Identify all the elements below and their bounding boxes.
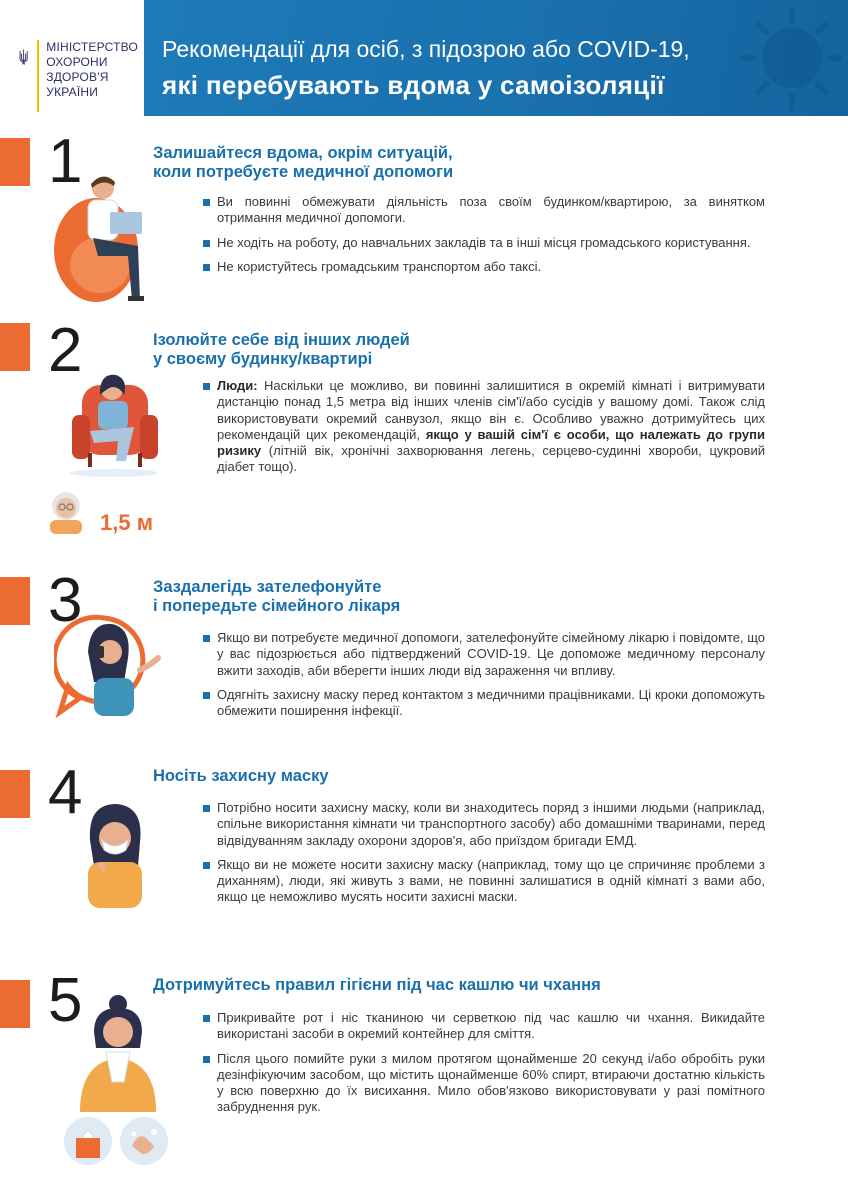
bullet-item: Не ходіть на роботу, до навчальних закладів та в інші місця громадського користування.	[202, 235, 765, 251]
section-marker	[0, 323, 30, 371]
ministry-line: МІНІСТЕРСТВО	[46, 40, 138, 54]
man-with-laptop-illustration	[48, 170, 158, 305]
ministry-line: УКРАЇНИ	[46, 85, 99, 99]
section-title-line: Заздалегідь зателефонуйте	[153, 578, 382, 596]
section-title-line: Носіть захисну маску	[153, 767, 329, 785]
section-title-line: і попередьте сімейного лікаря	[153, 597, 401, 615]
section-marker	[0, 138, 30, 186]
title-banner	[144, 0, 848, 116]
bullet-item: Якщо ви не можете носити захисну маску (наприклад, тому що це спричиняє проблеми з диханням), люди, які живуть з вами, не повинні залишатися в одній кімнаті з вами або, якщо це неможливо мусять носити захисні маски.	[202, 857, 765, 906]
section-number: 4	[48, 758, 83, 827]
section-marker	[0, 577, 30, 625]
bullet-lead: Люди:	[217, 378, 258, 393]
section-number: 5	[48, 966, 83, 1035]
hand-washing-icon	[120, 1116, 168, 1166]
section-title-line: Дотримуйтесь правил гігієни під час кашлю чи чхання	[153, 976, 601, 994]
bullet-item	[202, 378, 765, 476]
section-title-line: Залишайтеся вдома, окрім ситуацій,	[153, 144, 453, 162]
page-subtitle: Рекомендації для осіб, з підозрою або COVID-19,	[162, 36, 690, 62]
woman-in-armchair-illustration	[68, 365, 160, 477]
section-title	[153, 144, 453, 182]
section-bullets	[202, 630, 765, 727]
bullet-item: Після цього помийте руки з милом протягом щонайменше 20 секунд і/або обробіть руки дезінфікуючим засобом, що містить щонайменше 60% спирт, втираючи достатню кількість у всю поверхню до їх висихання. Мило обов'язково використовувати у разі помітного забруднення рук.	[202, 1051, 765, 1116]
bullet-item: Не користуйтесь громадським транспортом або таксі.	[202, 259, 765, 275]
section-title	[153, 767, 329, 786]
section-number: 1	[48, 127, 83, 196]
bullet-emphasis: якщо у вашій сім'ї є особи, що належать до групи ризику	[217, 426, 765, 459]
bullet-text: Наскільки це можливо, ви повинні залишитися в окремій кімнаті і витримувати дистанцію понад 1,5 метра від інших членів сім'ї/або сусідів у вашому домі. Також слід використовувати окремий санвузол, якщо він є. Особливо уважно дотримуйтесь цих рекомендацій цих рекомендацій,	[217, 378, 765, 442]
woman-sneezing-illustration	[66, 992, 170, 1114]
section-bullets	[202, 194, 765, 283]
page-title: які перебувають вдома у самоізоляції	[162, 70, 665, 100]
section-marker	[0, 980, 30, 1028]
section-title-line: коли потребуєте медичної допомоги	[153, 163, 454, 181]
ministry-line: ОХОРОНИ	[46, 55, 108, 69]
section-title	[153, 578, 400, 616]
ministry-name	[37, 40, 138, 112]
ministry-logo	[18, 40, 138, 112]
section-bullets	[202, 378, 765, 476]
distance-label: 1,5 м	[100, 510, 153, 535]
section-title	[153, 976, 601, 995]
bullet-item: Якщо ви потребуєте медичної допомоги, зателефонуйте сімейному лікарю і повідомте, що у вас підозрюється або підтверджений COVID-19. Це допоможе медичному персоналу вжити заходів, аби вберегти інших люди від зараження чи впливу.	[202, 630, 765, 679]
section-title	[153, 331, 410, 369]
bullet-item: Ви повинні обмежувати діяльність поза своїм будинком/квартирою, за винятком отримання медичної допомоги.	[202, 194, 765, 227]
virus-icon	[722, 8, 842, 116]
elderly-person-icon	[44, 486, 88, 534]
bullet-item: Одягніть захисну маску перед контактом з медичними працівниками. Ці кроки допоможуть обмежити поширення інфекції.	[202, 687, 765, 720]
tissue-box-icon	[64, 1116, 112, 1166]
section-title-line: Ізолюйте себе від інших людей	[153, 331, 410, 349]
woman-on-phone-illustration	[54, 612, 166, 718]
section-number: 3	[48, 566, 83, 635]
section-bullets	[202, 1010, 765, 1124]
woman-with-mask-illustration	[82, 800, 148, 910]
bullet-item: Потрібно носити захисну маску, коли ви знаходитесь поряд з іншими людьми (наприклад, спільне використання кімнати чи транспортного засобу) або домашніми тваринами, перед відвідуванням закладу охорони здоров'я, або приїздом бригади ЕМД.	[202, 800, 765, 849]
bullet-item: Прикривайте рот і ніс тканиною чи серветкою під час кашлю чи чхання. Викидайте використані засоби в окремий контейнер для сміття.	[202, 1010, 765, 1043]
bullet-text: (літній вік, хронічні захворювання легень, серцево-судинні хвороби, цукровий діабет тощо).	[217, 443, 765, 475]
ministry-line: ЗДОРОВ'Я	[46, 70, 109, 84]
section-number: 2	[48, 316, 83, 385]
section-marker	[0, 770, 30, 818]
section-bullets	[202, 800, 765, 914]
trident-icon	[18, 42, 29, 72]
section-title-line: у своєму будинку/квартирі	[153, 350, 373, 368]
